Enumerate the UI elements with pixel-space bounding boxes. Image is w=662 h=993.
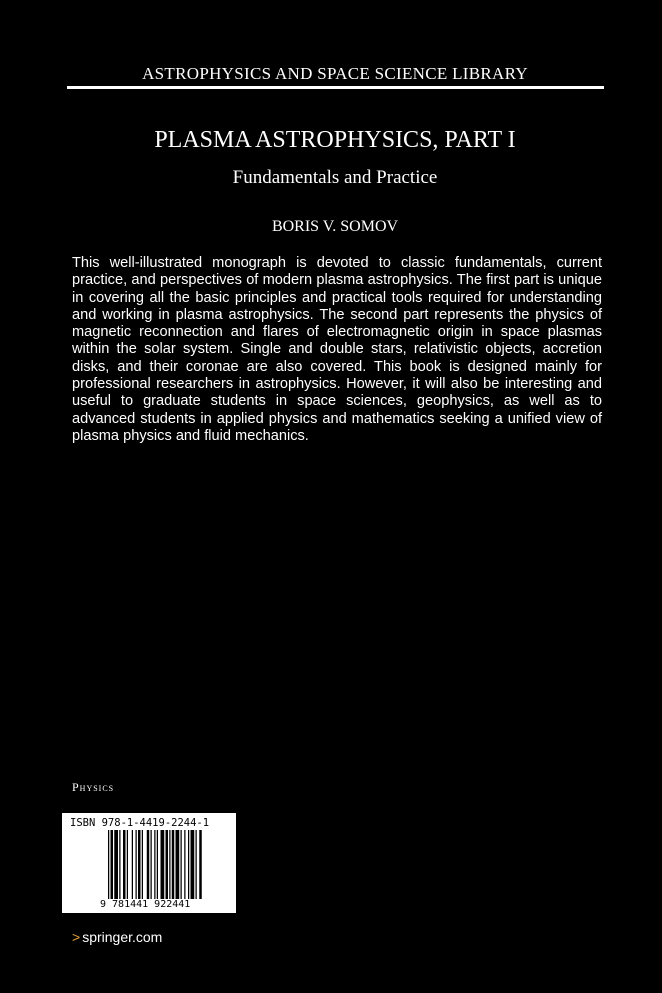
barcode-bar	[132, 830, 133, 904]
barcode-bar	[111, 830, 114, 904]
series-name: ASTROPHYSICS AND SPACE SCIENCE LIBRARY	[142, 64, 528, 83]
barcode-digits: 9 781441 922441	[98, 899, 230, 910]
website-url: springer.com	[82, 929, 163, 945]
barcode-bars	[108, 830, 232, 904]
divider-rule	[67, 86, 604, 89]
barcode-bar	[142, 830, 143, 904]
barcode-bar	[108, 830, 109, 904]
isbn-barcode	[62, 813, 236, 913]
barcode-bar	[119, 830, 120, 904]
barcode-bar	[157, 830, 158, 904]
barcode-bar	[181, 830, 182, 904]
barcode-bar	[147, 830, 150, 904]
barcode-bar	[127, 830, 128, 904]
barcode-bar	[176, 830, 180, 904]
barcode-bar	[188, 830, 189, 904]
barcode-bar	[154, 830, 155, 904]
author-name: BORIS V. SOMOV	[271, 218, 399, 235]
barcode-bar	[172, 830, 175, 904]
barcode-bar	[114, 830, 118, 904]
publisher-website[interactable]	[72, 929, 162, 945]
barcode-bar	[138, 830, 141, 904]
book-description: This well-illustrated monograph is devoted to classic fundamentals, current practice, and perspectives of modern plasma astrophysics. The first part is unique in covering all the basic principles and practical tools required for understanding and working in plasma astrophysics. The second part represents the physics of magnetic reconnection and flares of electromagnetic origin in space plasmas within the solar system. Single and double stars, relativistic objects, accretion disks, and their coronae are also covered. This book is designed mainly for professional researchers in astrophysics. However, it will also be interesting and useful to graduate students in space sciences, geophysics, as well as to advanced students in applied physics and mathematics seeking a unified view of plasma physics and fluid mechanics.	[72, 255, 602, 444]
barcode-bar	[191, 830, 195, 904]
barcode-bar	[184, 830, 185, 904]
arrow-icon: >	[72, 929, 81, 945]
barcode-bar	[166, 830, 169, 904]
barcode-bar	[199, 830, 202, 904]
barcode-bar	[123, 830, 126, 904]
barcode-bar	[169, 830, 170, 904]
book-title: PLASMA ASTROPHYSICS, PART I	[154, 127, 516, 153]
subject-category: Physics	[72, 780, 115, 794]
book-subtitle: Fundamentals and Practice	[232, 167, 438, 188]
barcode-bar	[136, 830, 137, 904]
barcode-bar	[151, 830, 152, 904]
barcode-bar	[196, 830, 197, 904]
barcode-bar	[161, 830, 165, 904]
isbn-label: ISBN 978-1-4419-2244-1	[70, 817, 210, 829]
